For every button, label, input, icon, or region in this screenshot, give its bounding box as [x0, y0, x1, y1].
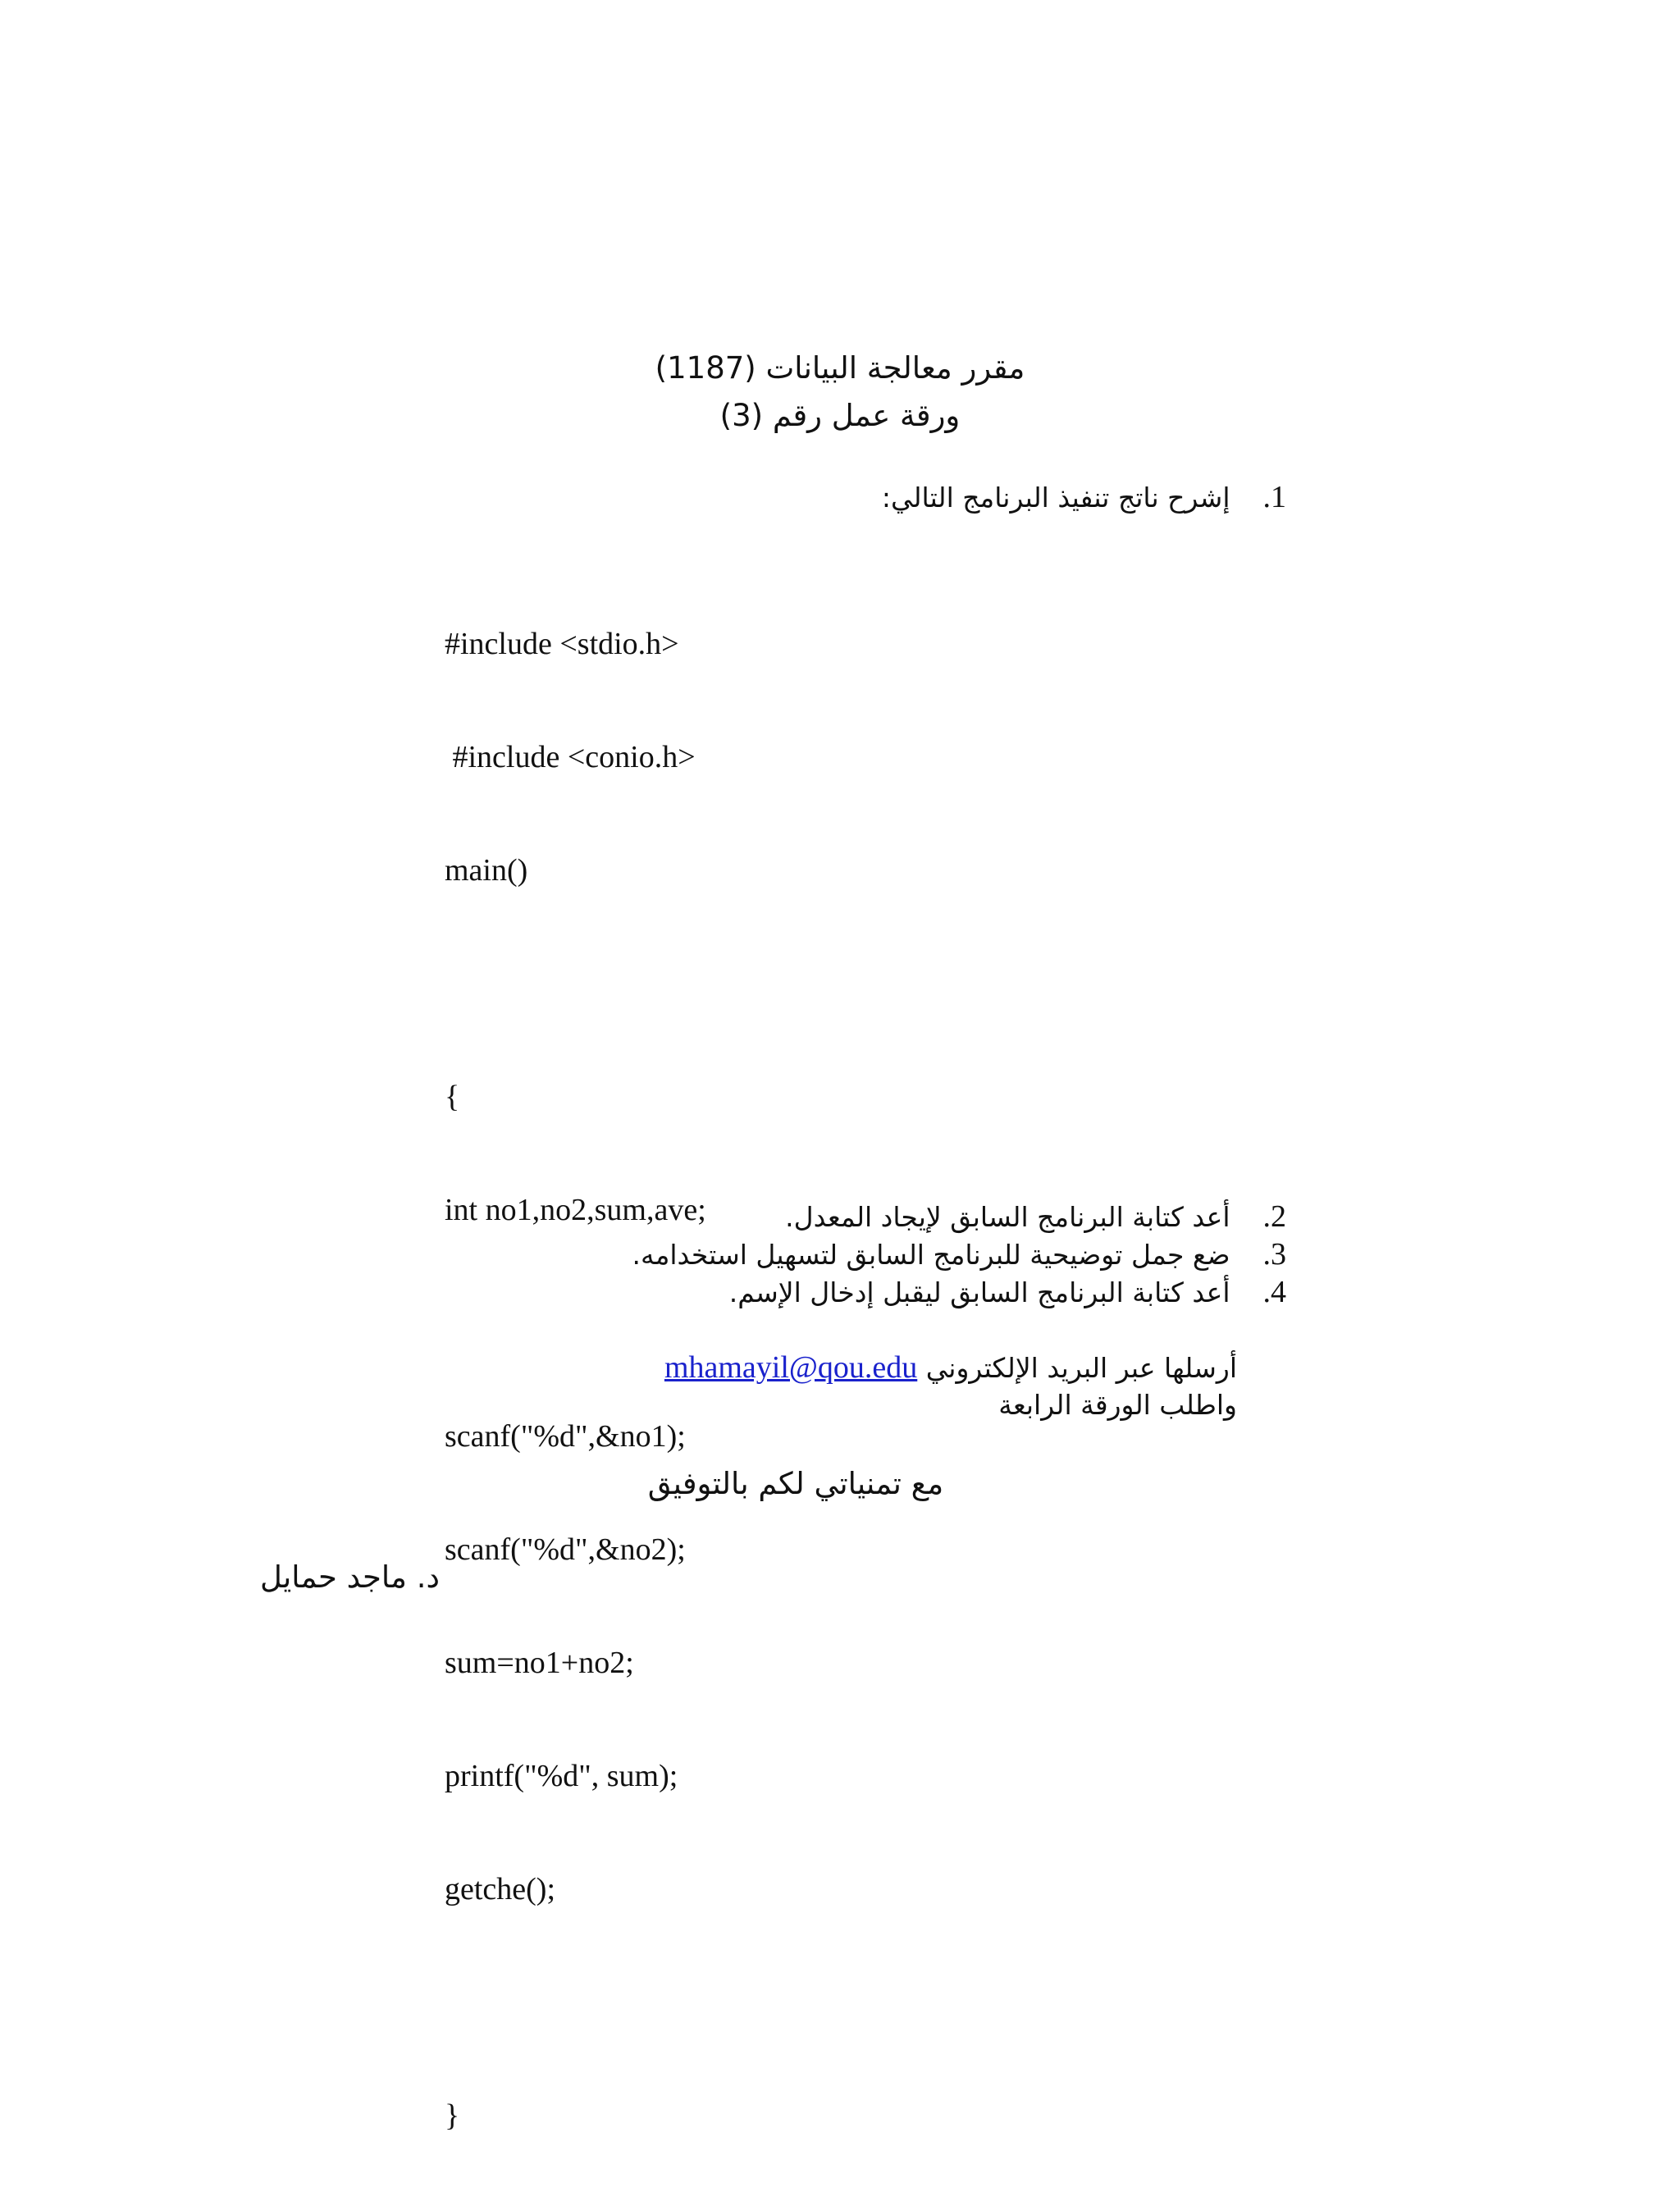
code-line-blank [445, 1304, 706, 1342]
send-text: أرسلها عبر البريد الإلكتروني [925, 1352, 1237, 1384]
question-3 [632, 1235, 1286, 1274]
worksheet-title: ورقة عمل رقم (3) [719, 398, 961, 433]
question-2 [785, 1198, 1286, 1236]
question-1 [882, 478, 1286, 517]
code-line: int no1,no2,sum,ave; [445, 1193, 706, 1227]
question-4-text: أعد كتابة البرنامج السابق ليقبل إدخال الإسم. [728, 1276, 1230, 1308]
code-line-blank [445, 965, 706, 1002]
question-4 [729, 1273, 1286, 1312]
code-line: sum=no1+no2; [445, 1646, 634, 1680]
question-3-number: 3. [1262, 1237, 1286, 1272]
question-2-number: 2. [1262, 1199, 1286, 1234]
question-3-text: ضع جمل توضيحية للبرنامج السابق لتسهيل استخدامه. [632, 1239, 1230, 1271]
code-line: printf("%d", sum); [445, 1759, 678, 1793]
code-line: scanf("%d",&no1); [445, 1419, 686, 1454]
question-1-number: 1. [1262, 480, 1286, 514]
question-4-number: 4. [1262, 1275, 1286, 1309]
course-title: مقرر معالجة البيانات (1187) [655, 350, 1025, 386]
code-line: #include <conio.h> [445, 740, 696, 774]
code-line: scanf("%d",&no2); [445, 1532, 686, 1567]
closing-wishes: مع تمنياتي لكم بالتوفيق [647, 1466, 944, 1501]
email-link[interactable]: mhamayil@qou.edu [664, 1350, 918, 1385]
code-line: main() [445, 853, 528, 888]
code-line: { [445, 1080, 460, 1114]
request-instruction: واطلب الورقة الرابعة [998, 1389, 1237, 1421]
signature: د. ماجد حمايل [259, 1559, 440, 1595]
code-line: getche(); [445, 1872, 556, 1906]
code-line: } [445, 2098, 460, 2133]
send-instruction [664, 1349, 1237, 1387]
code-line-blank [445, 1984, 706, 2021]
question-2-text: أعد كتابة البرنامج السابق لإيجاد المعدل. [785, 1201, 1230, 1233]
code-line: #include <stdio.h> [445, 627, 679, 661]
question-1-text: إشرح ناتج تنفيذ البرنامج التالي: [881, 482, 1230, 514]
